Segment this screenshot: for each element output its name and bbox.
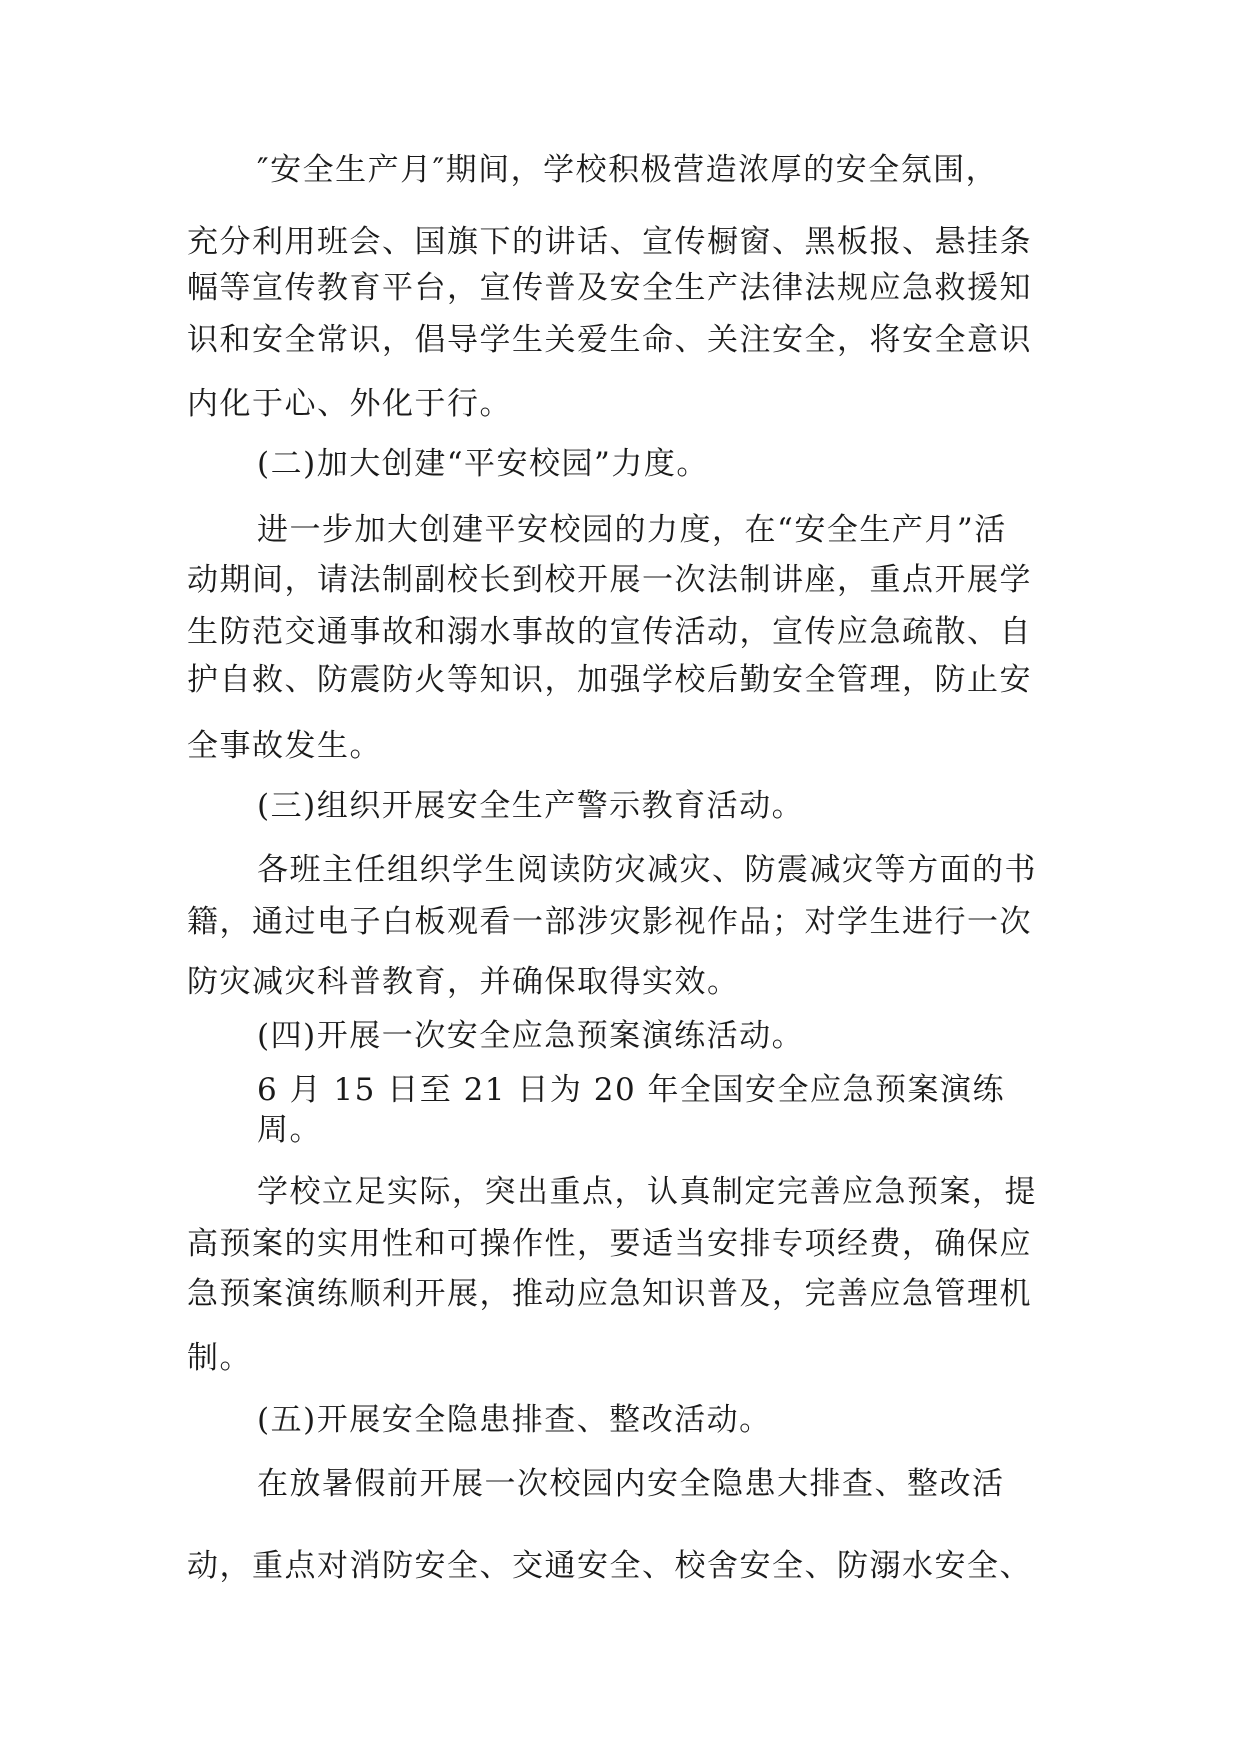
paragraph-line: 充分利用班会、国旗下的讲话、宣传橱窗、黑板报、悬挂条 <box>187 224 1032 260</box>
paragraph-line: 防灾减灾科普教育，并确保取得实效。 <box>187 964 740 1000</box>
paragraph-line: 高预案的实用性和可操作性，要适当安排专项经费，确保应 <box>187 1226 1032 1262</box>
paragraph-line: 进一步加大创建平安校园的力度，在“安全生产月”活 <box>257 512 1007 548</box>
section-heading: (四)开展一次安全应急预案演练活动。 <box>257 1018 805 1054</box>
paragraph-line: 内化于心、外化于行。 <box>187 386 512 422</box>
paragraph-line: 在放暑假前开展一次校园内安全隐患大排查、整改活 <box>257 1466 1005 1502</box>
paragraph-line: 生防范交通事故和溺水事故的宣传活动，宣传应急疏散、自 <box>187 614 1032 650</box>
paragraph-line: 识和安全常识，倡导学生关爱生命、关注安全，将安全意识 <box>187 322 1032 358</box>
section-heading: (二)加大创建“平安校园”力度。 <box>257 446 709 482</box>
paragraph-line: 护自救、防震防火等知识，加强学校后勤安全管理，防止安 <box>187 662 1032 698</box>
paragraph-line: 6 月 15 日至 21 日为 20 年全国安全应急预案演练 <box>257 1072 1006 1108</box>
section-heading: (五)开展安全隐患排查、整改活动。 <box>257 1402 772 1438</box>
paragraph-line: 全事故发生。 <box>187 728 382 764</box>
paragraph-line: 急预案演练顺利开展，推动应急知识普及，完善应急管理机 <box>187 1276 1032 1312</box>
paragraph-line: 周。 <box>257 1112 322 1148</box>
paragraph-line: 幅等宣传教育平台，宣传普及安全生产法律法规应急救援知 <box>187 270 1032 306</box>
paragraph-line: 制。 <box>187 1340 252 1376</box>
paragraph-line: 动期间，请法制副校长到校开展一次法制讲座，重点开展学 <box>187 562 1032 598</box>
paragraph-line: 籍，通过电子白板观看一部涉灾影视作品；对学生进行一次 <box>187 904 1032 940</box>
paragraph-line: 各班主任组织学生阅读防灾减灾、防震减灾等方面的书 <box>257 852 1037 888</box>
paragraph-line: ″安全生产月″期间，学校积极营造浓厚的安全氛围， <box>257 152 999 188</box>
section-heading: (三)组织开展安全生产警示教育活动。 <box>257 788 805 824</box>
paragraph-line: 动，重点对消防安全、交通安全、校舍安全、防溺水安全、 <box>187 1548 1032 1584</box>
paragraph-line: 学校立足实际，突出重点，认真制定完善应急预案，提 <box>257 1174 1037 1210</box>
